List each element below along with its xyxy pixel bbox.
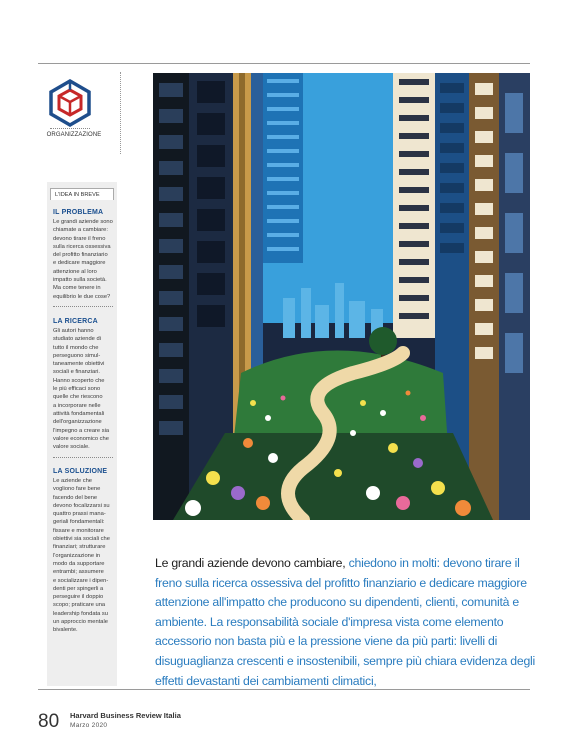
brief-line: le più efficaci sono [53, 386, 101, 393]
brief-line: equilibrio le due cose? [53, 293, 111, 300]
brief-line: chiamate a cambiare: [53, 227, 108, 234]
article-lead [155, 554, 545, 691]
brief-line: geriali fondamentali: [53, 519, 105, 526]
brief-line: del profitto finanziario [53, 252, 108, 259]
brief-line: attività fondamentali [53, 410, 105, 417]
top-rule [38, 63, 530, 64]
brief-line: e dedicare maggiore [53, 260, 106, 267]
brief-line: vogliono fare bene [53, 486, 101, 493]
brief-line: fissare e monitorare [53, 527, 104, 534]
brief-line: sociali e finanziari. [53, 369, 100, 376]
problem-heading: IL PROBLEMA [53, 209, 104, 216]
publication-name: Harvard Business Review Italia [70, 711, 181, 720]
city-garden-illustration [153, 73, 530, 520]
lead-body: chiedono in molti: devono tirare il freno sulla ricerca ossessiva del profitto finanziario e dedicare maggiore attenzione all'impatto che producono su dipendenti, clienti, comunità e ambiente. La responsabilità sociale d'impresa vista come elemento accessorio non basta più e la pressione viene da più parti: livelli di disuguaglianza crescenti e insostenibili, sempre più chiara evidenza degli effetti devastanti dei cambiamenti climatici, [155, 556, 536, 688]
brief-line: un approccio mentale [53, 619, 108, 626]
solution-text [53, 477, 119, 635]
brief-line: quelle che riescono [53, 394, 103, 401]
bottom-rule [38, 689, 530, 690]
brief-line: impatto sulla società. [53, 277, 107, 284]
brief-separator [53, 306, 113, 307]
page-number: 80 [38, 711, 60, 732]
brief-line: valore economico che [53, 435, 109, 442]
brief-line: dell'organizzazione [53, 419, 102, 426]
idea-in-breve-tab: L'IDEA IN BREVE [50, 188, 114, 200]
brief-line: devono tirare il freno [53, 235, 106, 242]
problem-text [53, 218, 119, 301]
brief-line: obiettivi sia sociali che [53, 536, 110, 543]
brief-line: attenzione al loro [53, 268, 97, 275]
brief-line: Gli autori hanno [53, 328, 94, 334]
brief-line: facendo del bene [53, 494, 98, 501]
brief-line: finanziari; strutturare [53, 544, 106, 551]
solution-heading: LA SOLUZIONE [53, 468, 108, 475]
research-heading: LA RICERCA [53, 318, 98, 325]
brief-line: modo da supportare [53, 560, 105, 567]
brief-line: leadership fondata su [53, 610, 108, 617]
brief-line: Le aziende che [53, 478, 93, 484]
brief-line: studiato aziende di [53, 336, 101, 343]
brief-line: sulla ricerca ossessiva [53, 243, 111, 250]
lead-in: Le grandi aziende devono cambiare, [155, 556, 346, 570]
brief-line: a incorporare nelle [53, 402, 101, 409]
brief-line: valore sociale. [53, 444, 90, 451]
brief-line: scopo; praticare una [53, 602, 106, 609]
research-text [53, 327, 119, 451]
brief-line: devono focalizzarsi su [53, 502, 110, 509]
brief-line: bivalente. [53, 627, 78, 634]
publication-date: Marzo 2020 [70, 722, 108, 729]
sidebar-divider [120, 72, 121, 154]
brief-line: taneamente obiettivi [53, 361, 105, 368]
brief-line: Ma come tenere in [53, 285, 101, 292]
brief-line: perseguono simul- [53, 352, 101, 359]
brief-line: denti per spingerli a [53, 585, 104, 592]
brief-line: quattro prassi mana- [53, 511, 106, 518]
brief-line: entrambi; assumere [53, 569, 104, 576]
brief-line: perseguire il doppio [53, 594, 104, 601]
brief-line: l'impegno a creare sia [53, 427, 110, 434]
logo-underline [50, 128, 90, 129]
brief-line: l'organizzazione in [53, 552, 101, 559]
brief-line: tutto il mondo che [53, 344, 99, 351]
brief-separator [53, 457, 113, 458]
brief-line: e socializzare i dipen- [53, 577, 109, 584]
hexagon-cube-icon [46, 78, 94, 128]
brief-line: Le grandi aziende sono [53, 219, 113, 225]
brief-line: Hanno scoperto che [53, 377, 105, 384]
section-label: ORGANIZZAZIONE [46, 132, 102, 138]
